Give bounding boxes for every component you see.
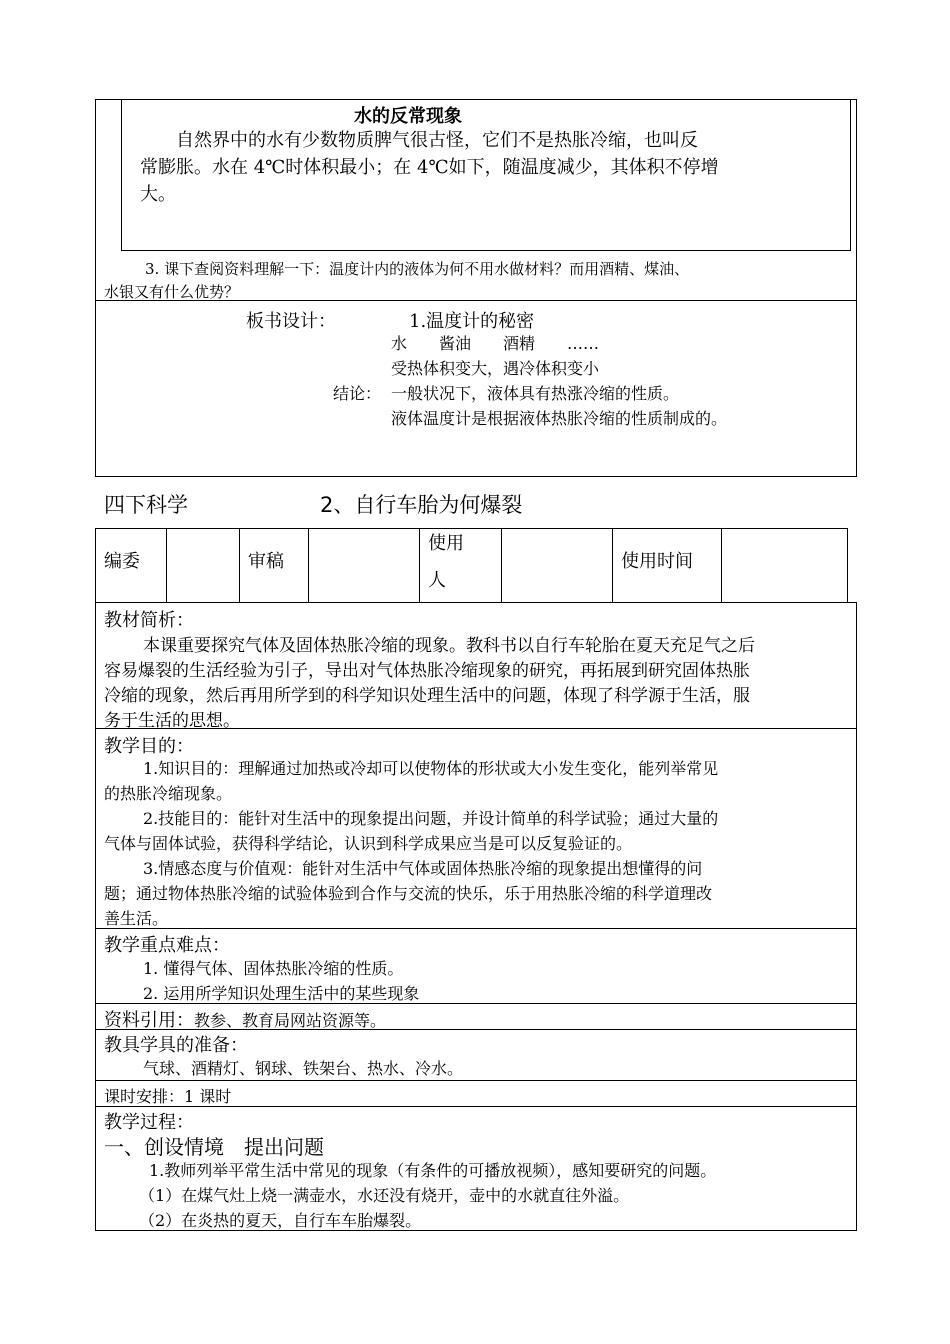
editor-label: 编委 <box>104 551 140 572</box>
table-divider <box>308 528 309 603</box>
goals-line-4: 气体与固体试验，获得科学结论，认识到科学成果应当是可以反复验证的。 <box>104 834 633 853</box>
question-3-line-2: 水银又有什么优势？ <box>104 283 240 301</box>
table-divider <box>501 528 502 603</box>
schedule-text: 1 课时 <box>184 1087 232 1106</box>
board-design-label: 板书设计： <box>246 311 336 332</box>
process-section-1-title: 一、创设情境 提出问题 <box>104 1135 324 1159</box>
process-line-3: （2）在炎热的夏天，自行车车胎爆裂。 <box>139 1211 422 1230</box>
inner-reading-line-1: 自然界中的水有少数物质脾气很古怪，它们不是热胀冷缩，也叫反 <box>176 130 698 151</box>
board-design-items: 水 酱油 酒精 …… <box>391 334 600 353</box>
analysis-line-4: 务于生活的思想。 <box>104 711 240 731</box>
goals-line-2: 的热胀冷缩现象。 <box>104 784 233 803</box>
board-design-line-1: 受热体积变大，遇冷体积变小 <box>391 359 600 378</box>
review-label: 审稿 <box>248 551 284 572</box>
references-heading: 资料引用： <box>104 1010 194 1031</box>
goals-line-7: 善生活。 <box>104 909 169 928</box>
inner-reading-line-2: 常膨胀。水在 4℃时体积最小；在 4℃如下，随温度减少，其体积不停增 <box>140 157 719 178</box>
analysis-heading: 教材简析： <box>104 610 194 631</box>
key-points-line-1: 1. 懂得气体、固体热胀冷缩的性质。 <box>143 959 404 978</box>
inner-reading-title: 水的反常现象 <box>354 106 462 127</box>
analysis-line-3: 冷缩的现象，然后再用所学到的科学知识处理生活中的问题，体现了科学源于生活，服 <box>104 686 750 706</box>
goals-heading: 教学目的： <box>104 736 194 757</box>
table-divider <box>721 528 722 603</box>
usage-time-label: 使用时间 <box>621 551 693 572</box>
subject-heading: 四下科学 <box>104 493 188 517</box>
goals-line-1: 1.知识目的：理解通过加热或冷却可以使物体的形状或大小发生变化，能列举常见 <box>143 759 719 778</box>
table-divider <box>419 528 420 603</box>
key-points-heading: 教学重点难点： <box>104 935 230 956</box>
table-divider <box>166 528 167 603</box>
user-label-line-1: 使用 <box>428 533 464 554</box>
process-line-1: 1.教师列举平常生活中常见的现象（有条件的可播放视频），感知要研究的问题。 <box>149 1161 717 1180</box>
key-points-line-2: 2. 运用所学知识处理生活中的某些现象 <box>143 984 420 1003</box>
board-design-line-3: 液体温度计是根据液体热胀冷缩的性质制成的。 <box>391 409 728 428</box>
goals-line-5: 3.情感态度与价值观：能针对生活中气体或固体热胀冷缩的现象提出想懂得的问 <box>143 859 703 878</box>
goals-line-6: 题；通过物体热胀冷缩的试验体验到合作与交流的快乐，乐于用热胀冷缩的科学道理改 <box>104 884 713 903</box>
table-divider <box>239 528 240 603</box>
question-3-line-1: 3. 课下查阅资料理解一下：温度计内的液体为何不用水做材料？而用酒精、煤油、 <box>145 260 690 278</box>
inner-reading-line-3: 大。 <box>140 184 176 205</box>
process-line-2: （1）在煤气灶上烧一满壶水，水还没有烧开，壶中的水就直往外溢。 <box>139 1186 630 1205</box>
schedule-heading: 课时安排： <box>104 1087 185 1106</box>
board-design-title: 1.温度计的秘密 <box>409 311 535 332</box>
table-divider <box>612 528 613 603</box>
references-text: 教参、教育局网站资源等。 <box>194 1011 387 1030</box>
info-table <box>95 528 848 603</box>
goals-line-3: 2.技能目的：能针对生活中的现象提出问题，并设计简单的科学试验；通过大量的 <box>143 809 719 828</box>
process-heading: 教学过程： <box>104 1112 194 1133</box>
board-design-line-2: 一般状况下，液体具有热涨冷缩的性质。 <box>391 384 680 403</box>
user-label-line-2: 人 <box>428 570 446 591</box>
conclusion-label: 结论： <box>333 384 382 403</box>
analysis-line-1: 本课重要探究气体及固体热胀冷缩的现象。教科书以自行车轮胎在夏天充足气之后 <box>143 636 755 656</box>
analysis-line-2: 容易爆裂的生活经验为引子，导出对气体热胀冷缩现象的研究，再拓展到研究固体热胀 <box>104 661 750 681</box>
materials-heading: 教具学具的准备： <box>104 1035 248 1056</box>
materials-text: 气球、酒精灯、钢球、铁架台、热水、冷水。 <box>143 1059 464 1078</box>
lesson-title: 2、自行车胎为何爆裂 <box>320 493 523 517</box>
